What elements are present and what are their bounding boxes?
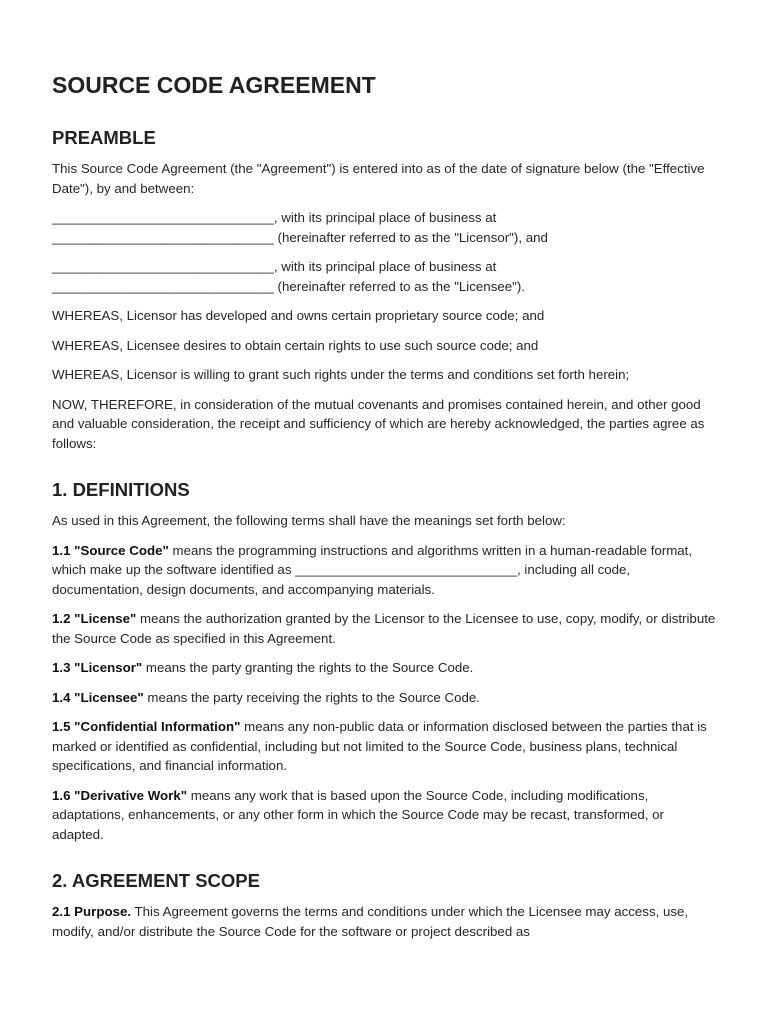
definition-term: 1.3 "Licensor" xyxy=(52,660,143,675)
definition-derivative-work xyxy=(52,786,718,845)
definition-licensor xyxy=(52,658,718,678)
whereas-clause-2: WHEREAS, Licensee desires to obtain certain rights to use such source code; and xyxy=(52,337,539,353)
scope-text: This Agreement governs the terms and conditions under which the Licensee may access, use, modify, and/or distribute the Source Code for the software or project described as xyxy=(52,904,689,939)
definitions-heading: 1. DEFINITIONS xyxy=(52,479,190,500)
party-licensor-line1: ______________________________, with its principal place of business at xyxy=(52,210,497,225)
document-title: SOURCE CODE AGREEMENT xyxy=(52,72,376,98)
definition-term: 1.2 "License" xyxy=(52,611,137,626)
definition-confidential-information xyxy=(52,717,718,776)
definition-license xyxy=(52,609,718,648)
party-licensor xyxy=(52,208,718,247)
definition-term: 1.6 "Derivative Work" xyxy=(52,787,188,803)
agreement-scope-heading: 2. AGREEMENT SCOPE xyxy=(52,870,260,891)
definition-term: 1.1 "Source Code" xyxy=(52,542,169,558)
party-licensee-line1: ______________________________, with its principal place of business at xyxy=(52,259,497,274)
now-therefore-clause: NOW, THEREFORE, in consideration of the mutual covenants and promises contained herein, and other good and valuable consideration, the receipt and sufficiency of which are hereby acknowledged, the parties agree as follows: xyxy=(52,396,705,451)
party-licensor-line2: ______________________________ (hereinafter referred to as the "Licensor"), and xyxy=(52,229,548,245)
scope-term: 2.1 Purpose. xyxy=(52,904,132,919)
party-licensee-line2: ______________________________ (hereinafter referred to as the "Licensee"). xyxy=(52,278,525,294)
definition-text: means the party receiving the rights to the Source Code. xyxy=(143,689,481,705)
definition-text: means the programming instructions and algorithms written in a human-readable format, which make up the software identified as ______________________________, including all code, documentation, design documents, and accompanying materials. xyxy=(52,542,693,597)
preamble-heading: PREAMBLE xyxy=(52,127,156,148)
definition-term: 1.4 "Licensee" xyxy=(52,689,144,705)
whereas-clause-1: WHEREAS, Licensor has developed and owns certain proprietary source code; and xyxy=(52,308,545,323)
preamble-intro: This Source Code Agreement (the "Agreement") is entered into as of the date of signature below (the "Effective Date"), by and between: xyxy=(52,161,705,196)
scope-purpose xyxy=(52,902,718,941)
definition-text: means the party granting the rights to the Source Code. xyxy=(142,660,474,675)
definition-text: means any work that is based upon the Source Code, including modifications, adaptations, enhancements, or any other form in which the Source Code may be recast, transformed, or adapted. xyxy=(52,787,664,842)
party-licensee xyxy=(52,257,718,296)
definition-source-code xyxy=(52,541,718,600)
definitions-intro: As used in this Agreement, the following terms shall have the meanings set forth below: xyxy=(52,513,566,528)
whereas-clause-3: WHEREAS, Licensor is willing to grant such rights under the terms and conditions set forth herein; xyxy=(52,367,630,382)
definition-text: means any non-public data or information disclosed between the parties that is marked or identified as confidential, including but not limited to the Source Code, business plans, technical specifications, and financial information. xyxy=(52,719,707,773)
definition-text: means the authorization granted by the Licensor to the Licensee to use, copy, modify, or distribute the Source Code as specified in this Agreement. xyxy=(52,611,716,646)
definition-licensee xyxy=(52,688,718,708)
definition-term: 1.5 "Confidential Information" xyxy=(52,719,241,734)
